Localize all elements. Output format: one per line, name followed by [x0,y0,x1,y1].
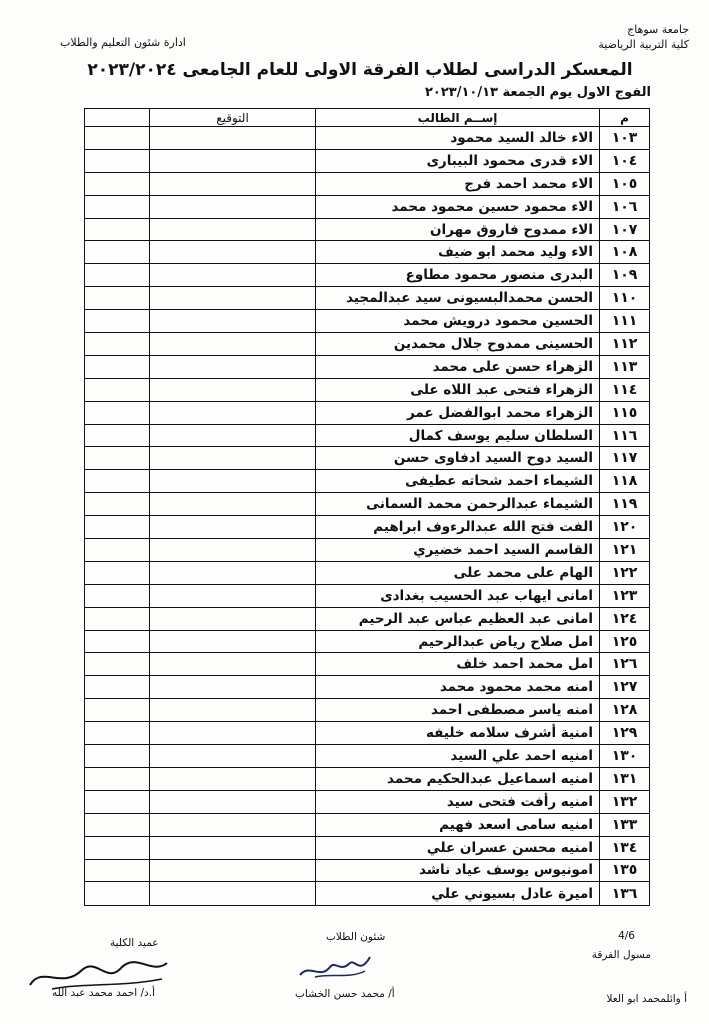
blank-cell [85,150,149,172]
signature-cell [149,241,315,263]
row-number: ١١٦ [599,425,649,447]
signature-cell [149,402,315,424]
signature-cell [149,196,315,218]
blank-cell [85,539,149,561]
student-name: الفت فتح الله عبدالرءوف ابراهيم [315,516,599,538]
table-row [85,722,649,745]
student-name: اميرة عادل بسيوني علي [315,882,599,905]
signature-cell [149,264,315,286]
student-name: امنية أشرف سلامه خليفه [315,722,599,744]
student-name: الحسن محمدالبسيونى سيد عبدالمجيد [315,287,599,309]
blank-cell [85,562,149,584]
blank-cell [85,196,149,218]
signature-cell [149,539,315,561]
signature-cell [149,562,315,584]
blank-cell [85,768,149,790]
blank-cell [85,127,149,149]
student-name: امنيه محسن عسران علي [315,837,599,859]
blank-cell [85,333,149,355]
signature-cell [149,470,315,492]
student-name: السيد دوح السيد ادفاوى حسن [315,447,599,469]
blank-cell [85,791,149,813]
table-row [85,425,649,448]
document-title: المعسكر الدراسى لطلاب الفرقة الاولى للعام الجامعى ٢٠٢٣/٢٠٢٤ [87,60,633,80]
table-row [85,676,649,699]
student-name: السلطان سليم يوسف كمال [315,425,599,447]
row-number: ١٢٩ [599,722,649,744]
document-subtitle: الفوج الاول يوم الجمعة ٢٠٢٣/١٠/١٣ [424,85,651,100]
table-row [85,631,649,654]
column-header-name: إســم الطالب [315,109,599,126]
student-name: امانى عبد العظيم عباس عبد الرحيم [315,608,599,630]
student-affairs-role: شئون الطلاب [326,931,386,943]
student-name: الشيماء احمد شحاته عطيفى [315,470,599,492]
table-row [85,882,649,905]
student-name: امونيوس يوسف عياد ناشد [315,860,599,882]
student-name: الاء محمد احمد فرج [315,173,599,195]
dean-role: عميد الكلية [110,937,159,949]
signature-cell [149,219,315,241]
blank-cell [85,264,149,286]
table-row [85,241,649,264]
student-name: الحسين محمود درويش محمد [315,310,599,332]
row-number: ١١١ [599,310,649,332]
table-row [85,791,649,814]
signature-cell [149,768,315,790]
student-name: البدرى منصور محمود مطاوع [315,264,599,286]
signature-cell [149,608,315,630]
student-name: الاء ممدوح فاروق مهران [315,219,599,241]
table-row [85,608,649,631]
table-row [85,196,649,219]
table-row [85,562,649,585]
row-number: ١٣٣ [599,814,649,836]
blank-cell [85,814,149,836]
student-name: امنيه رأفت فتحى سيد [315,791,599,813]
student-name: امل صلاح رياض عبدالرحيم [315,631,599,653]
column-header-number: م [599,109,649,126]
signature-cell [149,722,315,744]
signature-cell [149,837,315,859]
table-row [85,470,649,493]
signature-cell [149,676,315,698]
student-name: امنه محمد محمود محمد [315,676,599,698]
signature-cell [149,791,315,813]
university-name: جامعة سوهاج [627,23,689,36]
blank-cell [85,676,149,698]
student-name: الزهراء محمد ابوالفضل عمر [315,402,599,424]
student-name: الزهراء فتحى عبد اللاه على [315,379,599,401]
student-name: الشيماء عبدالرحمن محمد السمانى [315,493,599,515]
row-number: ١١٧ [599,447,649,469]
row-number: ١٣٥ [599,860,649,882]
table-row [85,150,649,173]
blank-cell [85,860,149,882]
batch-supervisor-name: أ وائلمحمد ابو العلا [606,993,687,1005]
student-name: القاسم السيد احمد خضيري [315,539,599,561]
row-number: ١١٩ [599,493,649,515]
signature-cell [149,333,315,355]
student-name: امنيه سامى اسعد فهيم [315,814,599,836]
signature-cell [149,310,315,332]
blank-cell [85,653,149,675]
signature-cell [149,585,315,607]
institution-header [598,22,689,52]
blank-cell [85,882,149,905]
signature-cell [149,287,315,309]
row-number: ١٢٦ [599,653,649,675]
students-table [84,108,650,906]
student-affairs-signature [295,945,375,985]
student-name: امنيه اسماعيل عبدالحكيم محمد [315,768,599,790]
table-row [85,173,649,196]
blank-cell [85,699,149,721]
table-row [85,287,649,310]
row-number: ١١٢ [599,333,649,355]
dean-name: أ.د/ احمد محمد عبد الله [52,987,155,999]
table-row [85,699,649,722]
dean-signature [22,945,172,995]
table-row [85,264,649,287]
signature-cell [149,447,315,469]
row-number: ١١٣ [599,356,649,378]
blank-cell [85,310,149,332]
column-header-signature: التوقيع [149,109,315,126]
table-row [85,333,649,356]
signature-cell [149,425,315,447]
row-number: ١٢٥ [599,631,649,653]
row-number: ١٠٤ [599,150,649,172]
blank-cell [85,402,149,424]
blank-cell [85,837,149,859]
table-row [85,814,649,837]
row-number: ١٣١ [599,768,649,790]
row-number: ١٠٦ [599,196,649,218]
table-row [85,539,649,562]
table-row [85,585,649,608]
row-number: ١٠٨ [599,241,649,263]
blank-cell [85,379,149,401]
student-name: امل محمد احمد خلف [315,653,599,675]
row-number: ١٣٤ [599,837,649,859]
table-row [85,219,649,242]
student-name: الاء وليد محمد ابو ضيف [315,241,599,263]
table-row [85,356,649,379]
signature-cell [149,631,315,653]
blank-cell [85,516,149,538]
row-number: ١٣٦ [599,882,649,905]
row-number: ١١٥ [599,402,649,424]
signature-cell [149,860,315,882]
table-row [85,860,649,883]
row-number: ١٢٣ [599,585,649,607]
student-name: امنيه احمد علي السيد [315,745,599,767]
student-name: الهام على محمد على [315,562,599,584]
student-affairs-name: أ/ محمد حسن الخشاب [295,988,395,1000]
blank-cell [85,493,149,515]
student-name: الاء قدرى محمود البيبارى [315,150,599,172]
page-number: 4/6 [618,930,635,942]
row-number: ١٠٩ [599,264,649,286]
student-name: الحسينى ممدوح جلال محمدين [315,333,599,355]
row-number: ١٢٤ [599,608,649,630]
signature-cell [149,173,315,195]
table-row [85,127,649,150]
signature-cell [149,150,315,172]
signature-cell [149,356,315,378]
blank-cell [85,722,149,744]
signature-cell [149,653,315,675]
batch-supervisor-role: مسول الفرقة [591,949,651,961]
blank-cell [85,173,149,195]
row-number: ١٢٢ [599,562,649,584]
signature-cell [149,493,315,515]
table-row [85,768,649,791]
blank-cell [85,608,149,630]
row-number: ١٠٥ [599,173,649,195]
row-number: ١٢١ [599,539,649,561]
signature-cell [149,699,315,721]
blank-column-header [85,109,149,126]
row-number: ١١٠ [599,287,649,309]
student-name: الزهراء حسن على محمد [315,356,599,378]
row-number: ١٢٠ [599,516,649,538]
row-number: ١١٤ [599,379,649,401]
signature-cell [149,379,315,401]
table-row [85,493,649,516]
blank-cell [85,631,149,653]
blank-cell [85,425,149,447]
blank-cell [85,447,149,469]
row-number: ١٢٧ [599,676,649,698]
blank-cell [85,241,149,263]
blank-cell [85,356,149,378]
table-row [85,379,649,402]
table-row [85,653,649,676]
table-row [85,310,649,333]
signature-cell [149,127,315,149]
signature-cell [149,882,315,905]
blank-cell [85,470,149,492]
blank-cell [85,745,149,767]
signature-cell [149,745,315,767]
row-number: ١٠٣ [599,127,649,149]
faculty-name: كلية التربية الرياضية [598,38,689,51]
table-row [85,447,649,470]
row-number: ١١٨ [599,470,649,492]
row-number: ١٢٨ [599,699,649,721]
table-row [85,745,649,768]
table-header-row [85,109,649,127]
signature-cell [149,516,315,538]
student-name: امانى ايهاب عبد الحسيب بغدادى [315,585,599,607]
blank-cell [85,287,149,309]
row-number: ١٣٠ [599,745,649,767]
table-row [85,837,649,860]
row-number: ١٣٢ [599,791,649,813]
table-row [85,402,649,425]
row-number: ١٠٧ [599,219,649,241]
blank-cell [85,219,149,241]
table-row [85,516,649,539]
student-name: الاء خالد السيد محمود [315,127,599,149]
table-body [85,127,649,905]
blank-cell [85,585,149,607]
student-name: امنه ياسر مصطفى احمد [315,699,599,721]
department-name: ادارة شئون التعليم والطلاب [60,36,186,49]
signature-cell [149,814,315,836]
student-name: الاء محمود حسين محمود محمد [315,196,599,218]
